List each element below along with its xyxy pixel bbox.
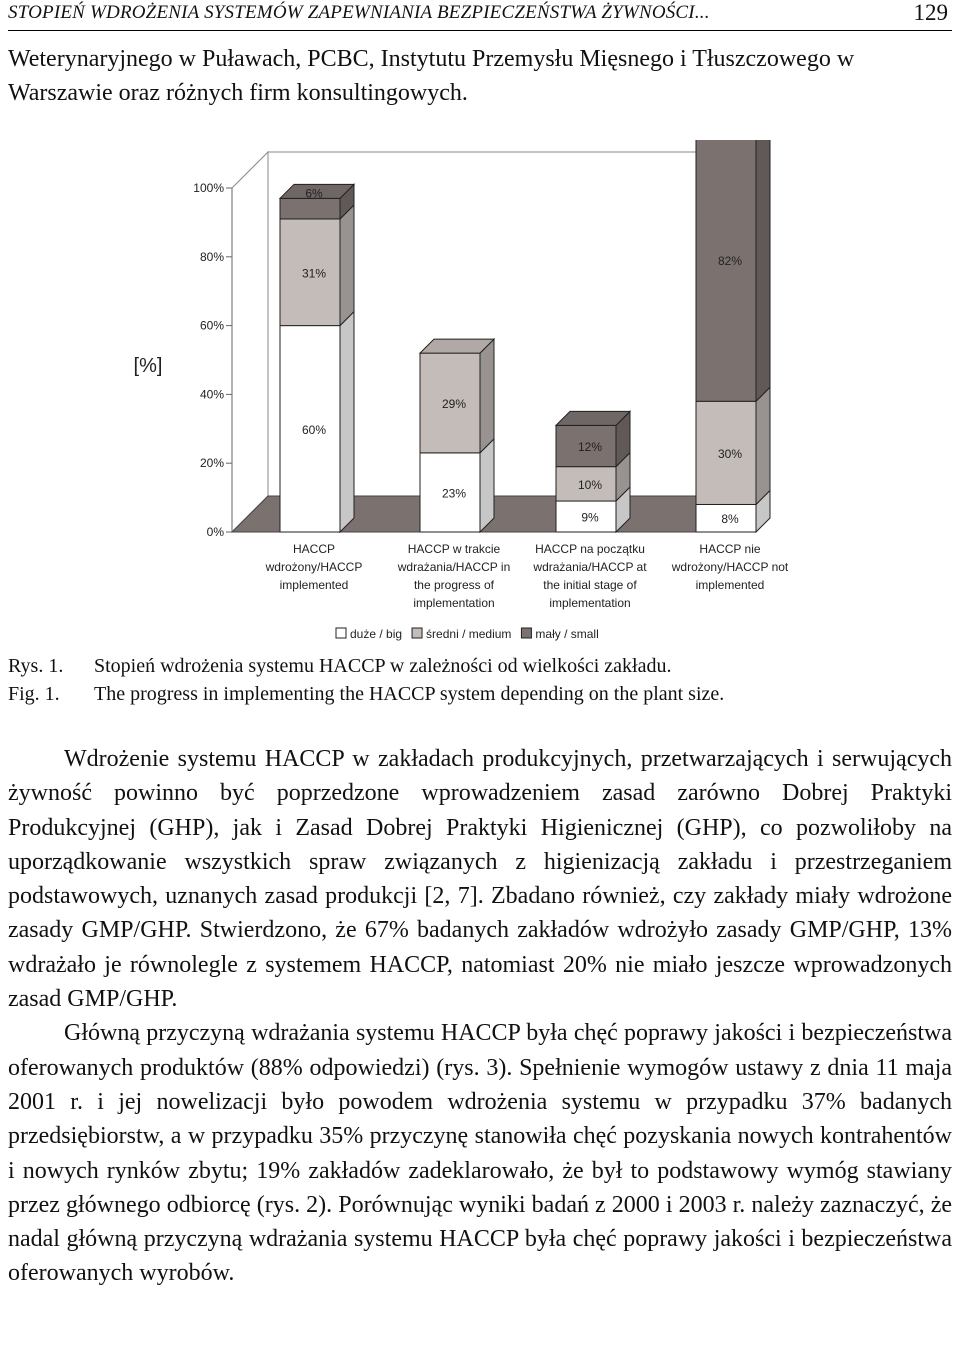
data-label: 82% bbox=[717, 254, 743, 269]
y-tick-label: 40% bbox=[199, 387, 224, 402]
data-label: 29% bbox=[441, 397, 467, 411]
bar-side bbox=[756, 387, 770, 504]
x-category-label: HACCP nie bbox=[699, 542, 761, 556]
x-category-label: the progress of bbox=[413, 578, 495, 592]
caption-text-en: The progress in implementing the HACCP system depending on the plant size. bbox=[94, 683, 725, 705]
x-category-label: implementation bbox=[413, 596, 495, 610]
y-tick-label: 60% bbox=[199, 318, 224, 333]
bar-side bbox=[340, 312, 354, 532]
x-category-label: wdrażania/HACCP at bbox=[533, 560, 647, 574]
bar-side bbox=[340, 205, 354, 326]
legend-entry: mały / small bbox=[535, 627, 599, 641]
bar-side bbox=[480, 339, 494, 453]
legend-entry: średni / medium bbox=[426, 627, 512, 641]
x-category-label: wdrożony/HACCP bbox=[265, 560, 363, 574]
data-label: 6% bbox=[305, 186, 323, 201]
legend-swatch bbox=[521, 628, 531, 638]
figure-caption bbox=[8, 652, 952, 708]
data-label: 60% bbox=[301, 422, 327, 437]
y-tick-label: 100% bbox=[193, 181, 224, 195]
legend-swatch bbox=[336, 628, 346, 638]
data-label: 10% bbox=[577, 477, 603, 492]
y-tick-label: 0% bbox=[206, 525, 224, 539]
y-axis-title: [%] bbox=[133, 355, 163, 377]
y-tick-label: 20% bbox=[199, 456, 224, 471]
running-title: STOPIEŃ WDROŻENIA SYSTEMÓW ZAPEWNIANIA BEZPIECZEŃSTWA ŻYWNOŚCI... bbox=[8, 2, 710, 23]
caption-text-pl: Stopień wdrożenia systemu HACCP w zależności od wielkości zakładu. bbox=[94, 655, 672, 677]
caption-label-pl: Rys. 1. bbox=[8, 655, 64, 677]
body-text bbox=[8, 742, 952, 1291]
legend-entry: duże / big bbox=[350, 627, 403, 641]
x-category-label: HACCP w trakcie bbox=[407, 542, 501, 556]
caption-line-pl bbox=[8, 652, 952, 680]
stacked-bar-chart bbox=[0, 140, 960, 652]
x-category-label: implemented bbox=[695, 578, 765, 592]
y-tick-label: 80% bbox=[199, 249, 224, 264]
body-paragraph: Wdrożenie systemu HACCP w zakładach produkcyjnych, przetwarzających i serwujących żywność powinno być poprzedzone wprowadzeniem zasad zarówno Dobrej Praktyki Produkcyjnej (GHP), jak i Zasad Dobrej Praktyki Higienicznej (GHP), co pozwoliłoby na uporządkowanie wszystkich spraw związanych z higienizacją zakładu i przestrzeganiem podstawowych, uznanych zasad produkcji [2, 7]. Zbadano również, czy zakłady miały wdrożone zasady GMP/GHP. Stwierdzono, że 67% badanych zakładów wdrożyło zasady GMP/GHP, 13% wdrażało je równolegle z systemem HACCP, natomiast 20% nie miało jeszcze wprowadzonych zasad GMP/GHP. bbox=[8, 746, 952, 1013]
running-header bbox=[8, 0, 952, 31]
bar-side bbox=[756, 140, 770, 401]
x-category-label: implemented bbox=[279, 578, 349, 592]
x-category-label: the initial stage of bbox=[543, 578, 637, 592]
side-wall bbox=[232, 152, 268, 532]
x-category-label: HACCP bbox=[292, 542, 336, 556]
plot-area bbox=[134, 140, 789, 641]
data-label: 23% bbox=[441, 486, 467, 501]
intro-paragraph: Weterynaryjnego w Puławach, PCBC, Instytutu Przemysłu Mięsnego i Tłuszczowego w Warszawie oraz różnych firm konsultingowych. bbox=[8, 46, 855, 106]
data-label: 31% bbox=[301, 266, 327, 281]
bar-segment bbox=[696, 140, 756, 401]
data-label: 9% bbox=[581, 510, 599, 525]
caption-line-en bbox=[8, 680, 952, 708]
data-label: 12% bbox=[577, 440, 603, 454]
page-number: 129 bbox=[913, 0, 948, 25]
x-category-label: HACCP na początku bbox=[535, 542, 645, 556]
data-label: 30% bbox=[717, 446, 743, 461]
data-label: 8% bbox=[721, 512, 739, 527]
body-paragraph: Główną przyczyną wdrażania systemu HACCP była chęć poprawy jakości i bezpieczeństwa oferowanych produktów (88% odpowiedzi) (rys. 3). Spełnienie wymogów ustawy z dnia 11 maja 2001 r. i jej nowelizacji było powodem wdrożenia systemu w przypadku 37% badanych przedsiębiorstw, a w przypadku 35% przyczynę stanowiła chęć pozyskania nowych kontrahentów i nowych rynków zbytu; 19% zakładów zadeklarowało, że był to podstawowy wymóg stawiany przez głównego odbiorcę (rys. 2). Porównując wyniki badań z 2000 i 2003 r. należy zaznaczyć, że nadal główną przyczyną wdrażania systemu HACCP była chęć poprawy jakości i bezpieczeństwa oferowanych wyrobów. bbox=[8, 1020, 952, 1287]
x-category-label: wdrażania/HACCP in bbox=[397, 560, 511, 574]
x-category-label: wdrożony/HACCP not bbox=[671, 560, 789, 574]
bar-side bbox=[480, 439, 494, 532]
bar-segment bbox=[280, 198, 340, 219]
legend-swatch bbox=[412, 628, 422, 638]
caption-label-en: Fig. 1. bbox=[8, 683, 60, 705]
x-category-label: implementation bbox=[549, 596, 631, 610]
